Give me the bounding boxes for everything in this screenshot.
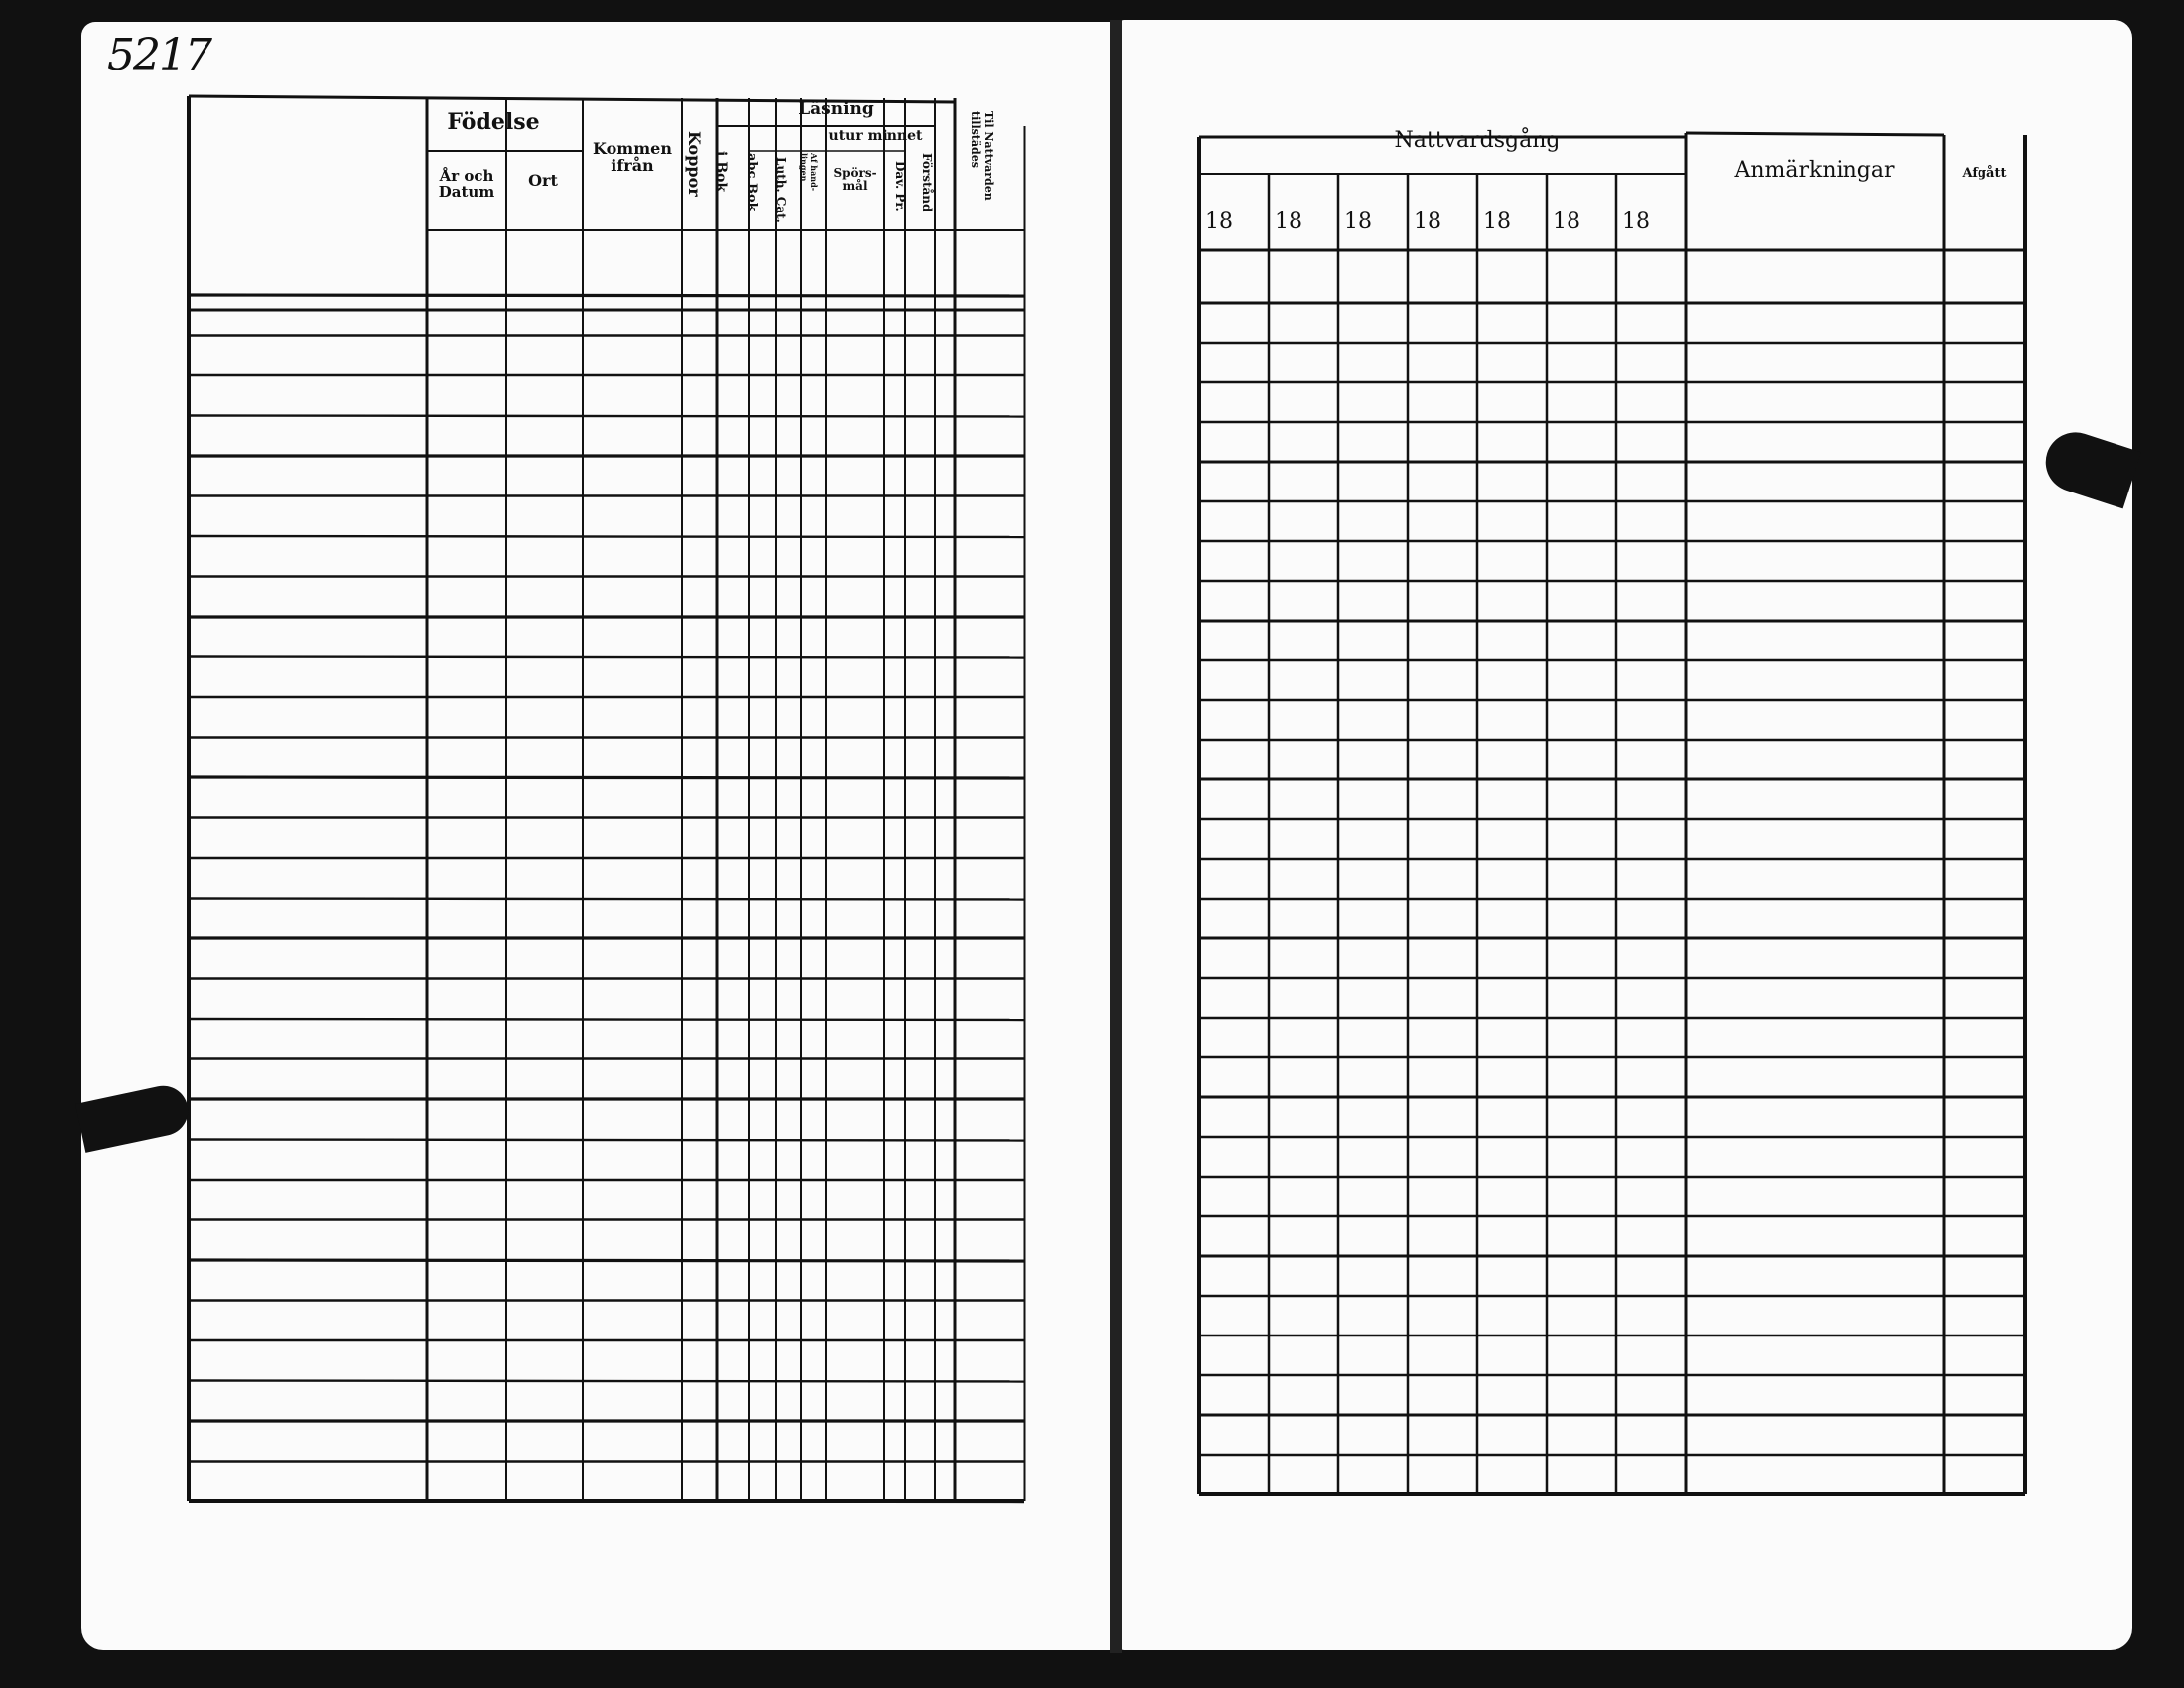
grid-line-row-30 (189, 1501, 1024, 1502)
left-page (81, 22, 1114, 1650)
grid-line-row-15 (189, 899, 1024, 900)
header-fodelse: Födelse (447, 109, 540, 135)
grid-line-row-27 (189, 1381, 1024, 1382)
header-kommen-ifran: Kommen ifrån (593, 139, 672, 175)
grid-line-header-top-right (1686, 133, 1944, 135)
header-koppor: Koppor (685, 131, 704, 197)
grid-line-row-3 (189, 416, 1024, 417)
grid-line-row-12 (189, 777, 1024, 778)
year-header-6: 18 (1622, 210, 1650, 234)
header-forstand: Förstånd (920, 153, 934, 212)
header-afhandlingen: Af hand- lingen (799, 153, 819, 192)
year-header-5: 18 (1553, 210, 1580, 234)
year-header-3: 18 (1414, 210, 1441, 234)
header-anmarkningar: Anmärkningar (1734, 158, 1895, 183)
header-luth-cat: Luth. Cat. (774, 157, 788, 223)
right-register-grid (1120, 20, 2132, 1650)
header-abc-bok: abc Bok (745, 153, 759, 211)
header-sporsmal: Spörs- mål (833, 166, 877, 193)
header-ar-och-datum: År och Datum (438, 167, 495, 201)
grid-line-row-21 (189, 1140, 1024, 1141)
grid-line-row-18 (189, 1019, 1024, 1020)
header-nattvardsgang: Nattvardsgång (1394, 128, 1561, 153)
header-afgatt: Afgått (1962, 166, 2007, 181)
gutter (1110, 20, 1122, 1653)
header-lasning: Läsning (798, 99, 874, 119)
page-number: 5217 (107, 30, 210, 80)
grid-line-row-9 (189, 657, 1024, 658)
header-ort: Ort (528, 171, 558, 190)
grid-line-row-24 (189, 1260, 1024, 1261)
grid-line-row-0 (189, 295, 1024, 296)
year-header-4: 18 (1483, 210, 1511, 234)
header-dav-pr: Dav. Pr. (893, 161, 907, 211)
grid-line-row-6 (189, 536, 1024, 537)
right-page (1120, 20, 2132, 1650)
header-nattvarden: Til Nattvarden tillstädes (969, 111, 995, 201)
header-utur-minnet: utur minnet (828, 128, 923, 144)
year-header-0: 18 (1205, 210, 1233, 234)
header-i-bok: i Bok (713, 151, 729, 193)
year-header-2: 18 (1344, 210, 1372, 234)
year-header-1: 18 (1275, 210, 1302, 234)
left-register-grid (81, 22, 1114, 1650)
